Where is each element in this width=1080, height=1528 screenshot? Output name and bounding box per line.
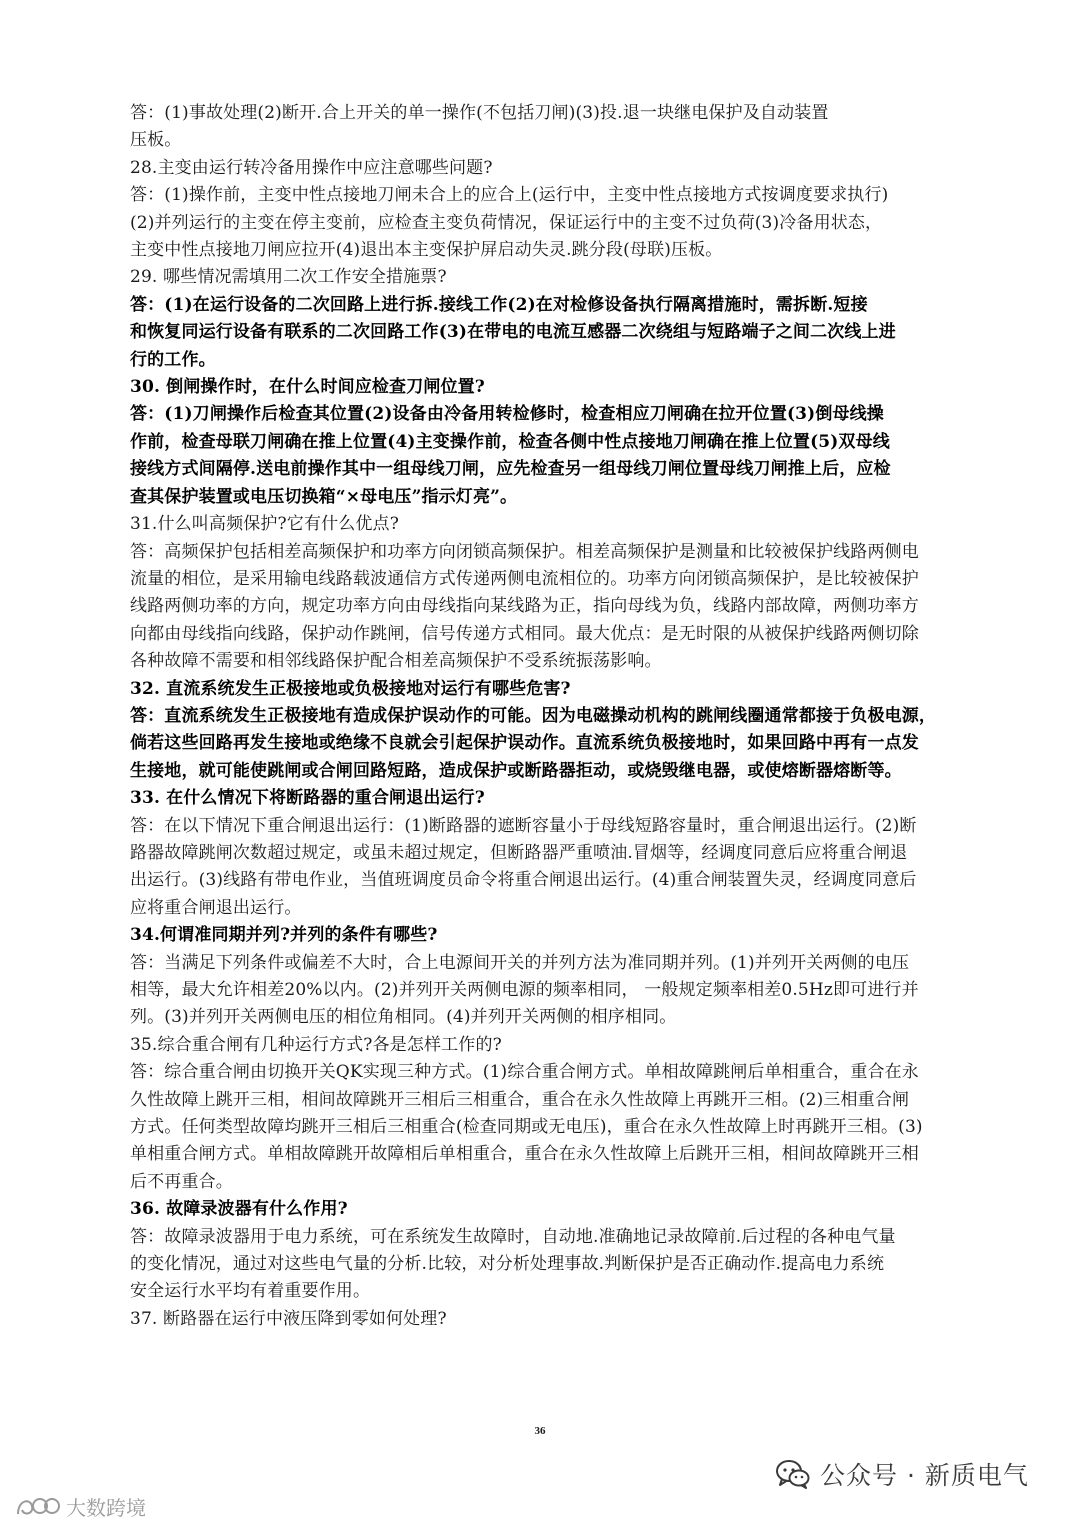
text-line: (2)并列运行的主变在停主变前，应检查主变负荷情况，保证运行中的主变不过负荷(3)冷备用状态，	[130, 212, 883, 233]
text-line: 路器故障跳闸次数超过规定，或虽未超过规定，但断路器严重喷油.冒烟等，经调度同意后应将重合闸退	[130, 842, 908, 863]
page-body	[130, 100, 1006, 1333]
text-line: 作前，检查母联刀闸确在推上位置(4)主变操作前，检查各侧中性点接地刀闸确在推上位置(5)双母线	[130, 431, 890, 452]
text-line: 倘若这些回路再发生接地或绝缘不良就会引起保护误动作。直流系统负极接地时，如果回路中再有一点发	[130, 733, 919, 754]
text-line: 33. 在什么情况下将断路器的重合闸退出运行?	[130, 788, 485, 809]
text-line: 方式。任何类型故障均跳开三相后三相重合(检查同期或无电压)，重合在永久性故障上时再跳开三相。(3)	[130, 1117, 923, 1138]
text-line: 流量的相位，是采用输电线路载波通信方式传递两侧电流相位的。功率方向闭锁高频保护，是比较被保护	[130, 568, 919, 589]
text-line: 31.什么叫高频保护?它有什么优点?	[130, 514, 399, 535]
text-line: 答：(1)操作前，主变中性点接地刀闸未合上的应合上(运行中，主变中性点接地方式按调度要求执行)	[130, 185, 889, 206]
text-line: 各种故障不需要和相邻线路保护配合相差高频保护不受系统振荡影响。	[130, 651, 662, 672]
text-line: 37. 断路器在运行中液压降到零如何处理?	[130, 1308, 447, 1329]
text-line: 32. 直流系统发生正极接地或负极接地对运行有哪些危害?	[130, 678, 571, 699]
text-line: 答：当满足下列条件或偏差不大时，合上电源间开关的并列方法为准同期并列。(1)并列开关两侧的电压	[130, 952, 910, 973]
text-line: 30. 倒闸操作时，在什么时间应检查刀闸位置?	[130, 377, 485, 398]
text-line: 后不再重合。	[130, 1171, 233, 1192]
brand-logo-icon	[14, 1494, 62, 1518]
text-line: 列。(3)并列开关两侧电压的相位角相同。(4)并列开关两侧的相序相同。	[130, 1007, 677, 1028]
text-line: 答：综合重合闸由切换开关QK实现三种方式。(1)综合重合闸方式。单相故障跳闸后单相重合，重合在永	[130, 1062, 919, 1083]
text-line: 答：故障录波器用于电力系统，可在系统发生故障时，自动地.准确地记录故障前.后过程的各种电气量	[130, 1226, 896, 1247]
text-line: 答：(1)在运行设备的二次回路上进行拆.接线工作(2)在对检修设备执行隔离措施时，需拆断.短接	[130, 294, 868, 315]
text-line: 压板。	[130, 130, 182, 151]
text-line: 的变化情况，通过对这些电气量的分析.比较，对分析处理事故.判断保护是否正确动作.提高电力系统	[130, 1254, 885, 1275]
text-line: 29. 哪些情况需填用二次工作安全措施票?	[130, 267, 447, 288]
text-line: 生接地，就可能使跳闸或合闸回路短路，造成保护或断路器拒动，或烧毁继电器，或使熔断器熔断等。	[130, 760, 902, 781]
text-line: 接线方式间隔停.送电前操作其中一组母线刀闸，应先检查另一组母线刀闸位置母线刀闸推上后，应检	[130, 459, 891, 480]
text-line: 向都由母线指向线路，保护动作跳闸，信号传递方式相同。最大优点：是无时限的从被保护线路两侧切除	[130, 623, 919, 644]
wechat-account-label: 公众号 · 新质电气	[820, 1461, 1029, 1490]
text-line: 答：(1)事故处理(2)断开.合上开关的单一操作(不包括刀闸)(3)投.退一块继电保护及自动装置	[130, 103, 829, 123]
text-line: 答：(1)刀闸操作后检查其位置(2)设备由冷备用转检修时，检查相应刀闸确在拉开位置(3)倒母线操	[130, 404, 884, 425]
text-line: 36. 故障录波器有什么作用?	[130, 1199, 348, 1220]
text-line: 单相重合闸方式。单相故障跳开故障相后单相重合，重合在永久性故障上后跳开三相，相间故障跳开三相	[130, 1144, 919, 1165]
text-line: 34.何谓准同期并列?并列的条件有哪些?	[130, 925, 438, 946]
text-line: 答：直流系统发生正极接地有造成保护误动作的可能。因为电磁操动机构的跳闸线圈通常都接于负极电源，	[130, 705, 937, 726]
text-line: 行的工作。	[130, 349, 216, 370]
text-line: 和恢复同运行设备有联系的二次回路工作(3)在带电的电流互感器二次绕组与短路端子之间二次线上进	[130, 322, 896, 343]
text-line: 主变中性点接地刀闸应拉开(4)退出本主变保护屏启动失灵.跳分段(母联)压板。	[130, 240, 723, 261]
brand-label: 大数跨境	[66, 1495, 146, 1520]
text-line: 出运行。(3)线路有带电作业，当值班调度员命令将重合闸退出运行。(4)重合闸装置失灵，经调度同意后	[130, 870, 917, 891]
text-line: 相等，最大允许相差20%以内。(2)并列开关两侧电源的频率相同， 一般规定频率相差0.5Hz即可进行并	[130, 980, 919, 1000]
text-line: 28.主变由运行转冷备用操作中应注意哪些问题?	[130, 157, 493, 178]
wechat-watermark	[776, 1454, 1029, 1494]
wechat-icon	[776, 1459, 810, 1489]
text-line: 久性故障上跳开三相，相间故障跳开三相后三相重合，重合在永久性故障上再跳开三相。(2)三相重合闸	[130, 1089, 910, 1110]
text-line: 查其保护装置或电压切换箱“×母电压”指示灯亮”。	[130, 486, 518, 507]
brand-watermark	[14, 1490, 146, 1522]
page-number: 36	[534, 1425, 546, 1437]
text-line: 35.综合重合闸有几种运行方式?各是怎样工作的?	[130, 1034, 502, 1055]
text-line: 应将重合闸退出运行。	[130, 897, 302, 918]
text-line: 答：在以下情况下重合闸退出运行：(1)断路器的遮断容量小于母线短路容量时，重合闸退出运行。(2)断	[130, 815, 917, 836]
text-line: 线路两侧功率的方向，规定功率方向由母线指向某线路为正，指向母线为负，线路内部故障，两侧功率方	[130, 596, 919, 617]
text-line: 答：高频保护包括相差高频保护和功率方向闭锁高频保护。相差高频保护是测量和比较被保护线路两侧电	[130, 541, 919, 562]
text-line: 安全运行水平均有着重要作用。	[130, 1281, 371, 1302]
